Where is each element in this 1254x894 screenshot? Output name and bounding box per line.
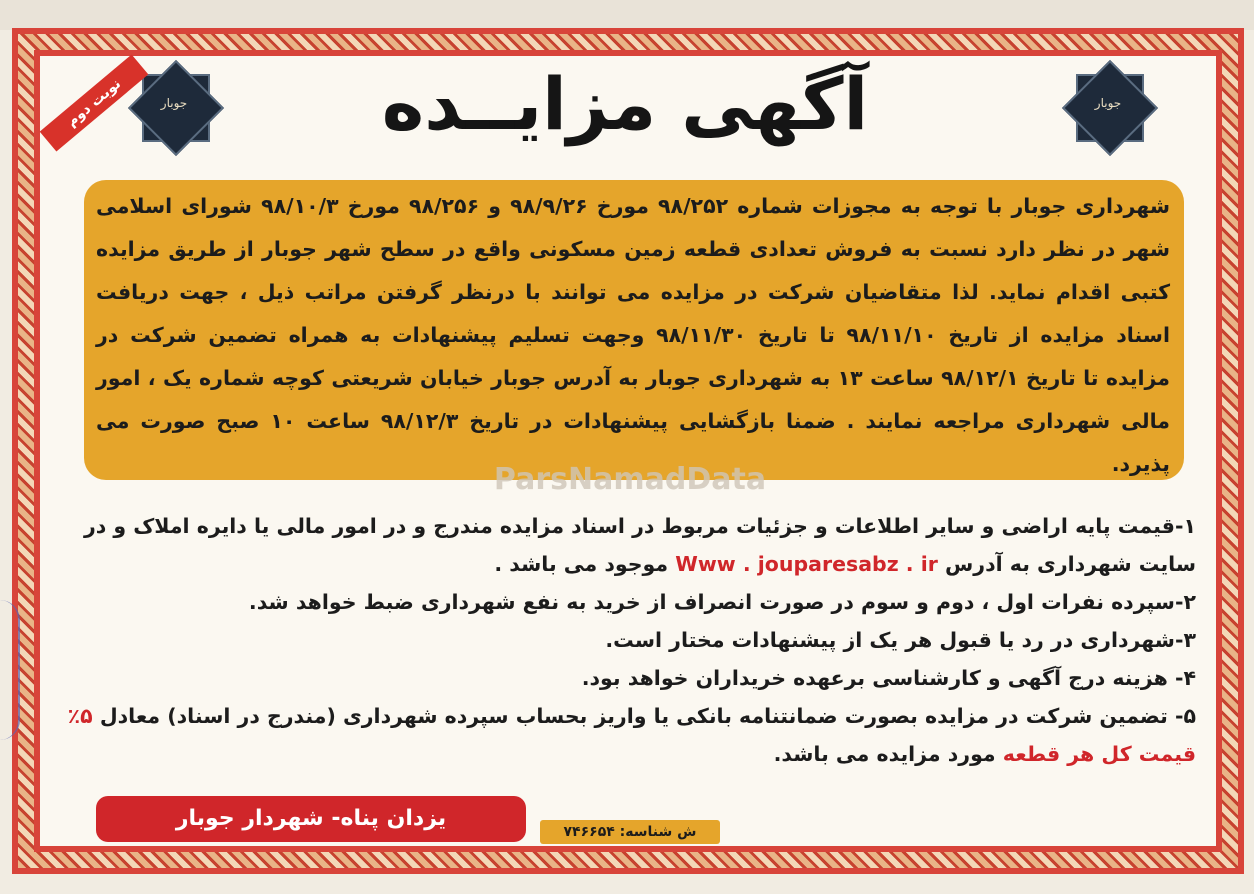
condition-item-3: ۳-شهرداری در رد یا قبول هر یک از پیشنهادات مختار است.	[605, 628, 1196, 652]
signature-badge: یزدان پناه- شهردار جوبار	[96, 796, 526, 842]
condition-item-1	[66, 507, 1196, 583]
intro-text: شهرداری جوبار با توجه به مجوزات شماره ۹۸/۲۵۲ مورخ ۹۸/۹/۲۶ و ۹۸/۲۵۶ مورخ ۹۸/۱۰/۳ شورای اسلامی شهر در نظر دارد نسبت به فروش تعدادی قطعه زمین مسکونی واقع در سطح شهر جوبار از طریق مزایده کتبی اقدام نماید. لذا متقاضیان شرکت در مزایده می توانند با درنظر گرفتن مراتب ذیل ، جهت دریافت اسناد مزایده از تاریخ ۹۸/۱۱/۱۰ تا تاریخ ۹۸/۱۱/۳۰ وجهت تسلیم پیشنهادات به همراه تضمین شرکت در مزایده تا تاریخ ۹۸/۱۲/۱ ساعت ۱۳ به شهرداری جوبار به آدرس جوبار خیابان شریعتی کوچه شماره یک ، امور مالی شهرداری مراجعه نمایند . ضمنا بازگشایی پیشنهادات در تاریخ ۹۸/۱۲/۳ ساعت ۱۰ صبح صورت می پذیرد.	[96, 194, 1170, 476]
watermark: ParsNamadData	[493, 462, 767, 497]
website-link[interactable]: Www . jouparesabz . ir	[675, 552, 938, 576]
newspaper-bleed	[0, 0, 1254, 30]
item5-highlight: ۵٪ قیمت کل هر قطعه	[67, 704, 1196, 766]
pen-mark	[0, 600, 20, 740]
ad-title: آگهی مزایــده	[381, 62, 869, 146]
round-ribbon: نوبت دوم	[40, 54, 149, 151]
condition-item-4: ۴- هزینه درج آگهی و کارشناسی برعهده خریداران خواهد بود.	[581, 666, 1196, 690]
conditions-list	[66, 507, 1196, 773]
rosette-logo-right	[1062, 60, 1154, 152]
item5-end: مورد مزایده می باشد.	[773, 742, 996, 766]
condition-item-5	[66, 697, 1196, 773]
ad-code: ش شناسه: ۷۴۶۶۵۴	[540, 820, 720, 844]
logo-right-label: جوبار	[1094, 96, 1122, 110]
item1-text: ۱-قیمت پایه اراضی و سایر اطلاعات و جزئیات مربوط در اسناد مزایده مندرج و در امور مالی یا دایره املاک و در سایت شهرداری به آدرس	[83, 514, 1196, 576]
item5-text: ۵- تضمین شرکت در مزایده بصورت ضمانتنامه بانکی یا واریز بحساب سپرده شهرداری (مندرج در اسناد) معادل	[99, 704, 1196, 728]
item1-end: موجود می باشد .	[494, 552, 669, 576]
logo-left-label: جوبار	[160, 96, 188, 110]
condition-item-2: ۲-سپرده نفرات اول ، دوم و سوم در صورت انصراف از خرید به نفع شهرداری ضبط خواهد شد.	[248, 590, 1196, 614]
